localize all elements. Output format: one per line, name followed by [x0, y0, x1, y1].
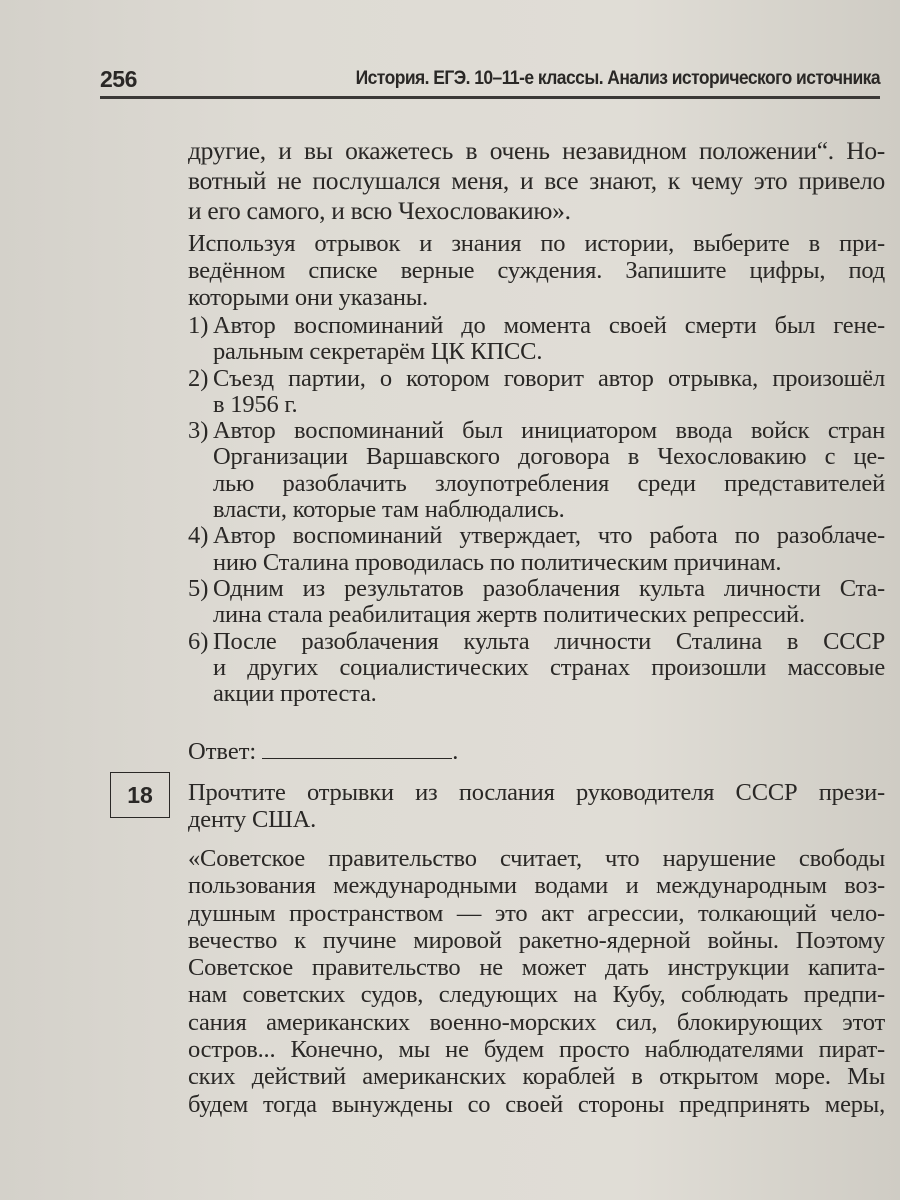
text-line: будем тогда вынуждены со своей стороны предпринять меры,	[188, 1090, 885, 1118]
page-number: 256	[100, 66, 137, 92]
text-line: другие, и вы окажетесь в очень незавидном положении“. Но-	[188, 136, 885, 165]
running-title: История. ЕГЭ. 10–11-е классы. Анализ исторического источника	[355, 68, 880, 89]
option-item	[188, 629, 885, 708]
text-line: Одним из результатов разоблачения культа личности Ста-	[213, 575, 885, 602]
instruction-paragraph	[188, 230, 885, 311]
text-line: которыми они указаны.	[188, 284, 428, 311]
answer-label: Ответ:	[188, 738, 257, 765]
text-line: лью разоблачить злоупотребления среди представителей	[213, 470, 885, 497]
text-line: лина стала реабилитация жертв политических репрессий.	[213, 602, 805, 629]
text-line: ведённом списке верные суждения. Запишите цифры, под	[188, 257, 885, 284]
text-line: остров... Конечно, мы не будем просто наблюдателями пират-	[188, 1036, 885, 1064]
answer-blank[interactable]	[262, 738, 452, 759]
text-line: Организации Варшавского договора в Чехословакию с це-	[213, 444, 885, 471]
text-line: сания американских военно-морских сил, блокирующих этот	[188, 1008, 885, 1036]
text-line: «Советское правительство считает, что нарушение свободы	[188, 845, 885, 872]
text-line: ских действий американских кораблей в открытом море. Мы	[188, 1063, 885, 1091]
option-number: 4)	[188, 522, 209, 550]
text-line: После разоблачения культа личности Сталина в СССР	[213, 628, 885, 655]
option-item	[188, 576, 885, 629]
text-line: ральным секретарём ЦК КПСС.	[213, 339, 543, 366]
text-line: вотный не послушался меня, и все знают, к чему это привело	[188, 166, 885, 195]
option-number: 5)	[188, 574, 209, 602]
text-line: душным пространством — это акт агрессии, толкающий чело-	[188, 899, 885, 927]
text-line: в 1956 г.	[213, 391, 298, 418]
message-quote	[188, 845, 885, 1118]
text-line: вечество к пучине мировой ракетно-ядерной войны. Поэтому	[188, 926, 885, 954]
text-line: Советское правительство не может дать инструкции капита-	[188, 954, 885, 982]
text-line: денту США.	[188, 806, 317, 834]
option-item	[188, 366, 885, 419]
option-item	[188, 418, 885, 523]
option-item	[188, 523, 885, 576]
option-item	[188, 313, 885, 366]
text-line: и других социалистических странах произошли массовые	[213, 654, 885, 681]
option-number: 1)	[188, 312, 209, 339]
task18-prompt	[188, 779, 885, 834]
answer-end: .	[452, 738, 459, 765]
quote-ending-paragraph	[188, 136, 885, 226]
text-line: Прочтите отрывки из послания руководителя СССР прези-	[188, 779, 885, 806]
text-line: Автор воспоминаний утверждает, что работа по разоблаче-	[213, 523, 885, 550]
option-number: 2)	[188, 364, 209, 392]
task-number-box: 18	[110, 772, 170, 818]
text-line: нам советских судов, следующих на Кубу, соблюдать предпи-	[188, 981, 885, 1009]
options-list	[188, 313, 885, 707]
text-line: пользования международными водами и международным воз-	[188, 872, 885, 900]
text-line: Используя отрывок и знания по истории, выберите в при-	[188, 230, 885, 257]
option-number: 3)	[188, 417, 209, 445]
answer-line	[188, 738, 458, 766]
running-header	[100, 62, 880, 99]
text-line: власти, которые там наблюдались.	[213, 497, 565, 524]
text-line: и его самого, и всю Чехословакию».	[188, 196, 571, 225]
text-line: нию Сталина проводилась по политическим причинам.	[213, 549, 782, 576]
text-line: акции протеста.	[213, 681, 377, 708]
text-line: Автор воспоминаний до момента своей смерти был гене-	[213, 313, 885, 339]
text-line: Съезд партии, о котором говорит автор отрывка, произошёл	[213, 365, 885, 392]
option-number: 6)	[188, 627, 209, 655]
text-line: Автор воспоминаний был инициатором ввода войск стран	[213, 418, 885, 445]
